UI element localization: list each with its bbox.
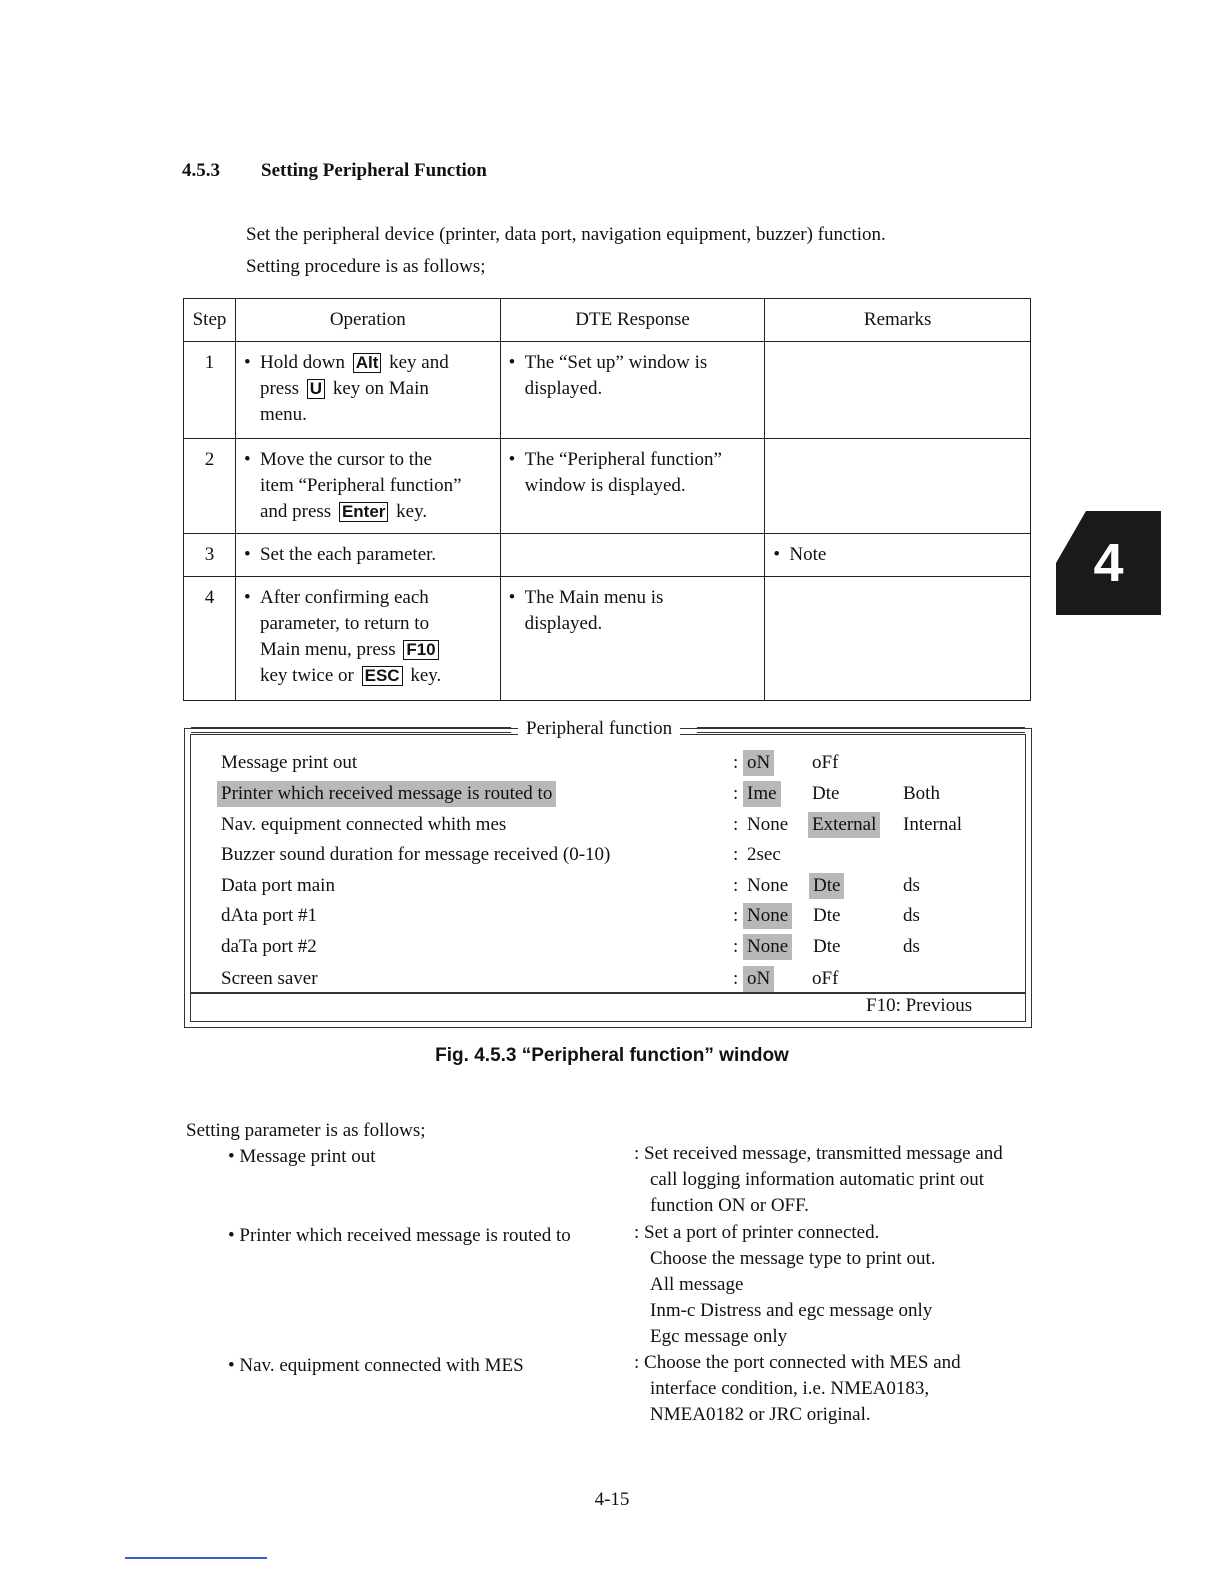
setting-label-data-port-2[interactable]: daTa port #2 bbox=[221, 936, 317, 957]
scan-mark bbox=[125, 1557, 267, 1559]
u-key-icon: U bbox=[307, 379, 325, 399]
setting-label-screen-saver[interactable]: Screen saver bbox=[221, 968, 318, 989]
resp-text: displayed. bbox=[524, 378, 603, 399]
response-cell: • The “Set up” window is displayed. bbox=[500, 342, 765, 439]
table-row bbox=[184, 534, 1031, 577]
title-rule-right bbox=[697, 727, 1025, 733]
option-ds[interactable]: ds bbox=[903, 936, 920, 957]
desc-line: Set received message, transmitted message and bbox=[644, 1143, 1003, 1164]
op-text: Set the each parameter. bbox=[259, 544, 437, 565]
response-cell: • The Main menu is displayed. bbox=[500, 577, 765, 701]
window-title: Peripheral function bbox=[518, 718, 680, 740]
sep: : bbox=[733, 844, 739, 865]
desc-line: interface condition, i.e. NMEA0183, bbox=[650, 1378, 930, 1399]
param-name-text: Message print out bbox=[239, 1146, 376, 1167]
header-dte-response: DTE Response bbox=[500, 299, 765, 342]
intro-line-2: Setting procedure is as follows; bbox=[246, 256, 486, 277]
desc-line: Choose the port connected with MES and bbox=[644, 1352, 961, 1373]
section-number: 4.5.3 bbox=[182, 160, 220, 181]
page-number: 4-15 bbox=[594, 1489, 630, 1510]
sep: : bbox=[733, 875, 739, 896]
param-name: • Nav. equipment connected with MES bbox=[228, 1355, 524, 1376]
alt-key-icon: Alt bbox=[353, 353, 382, 373]
op-text: key. bbox=[396, 501, 428, 522]
table-header-row bbox=[184, 299, 1031, 342]
option-dte-selected[interactable]: Dte bbox=[809, 873, 844, 899]
param-name: • Message print out bbox=[228, 1146, 376, 1167]
option-duration[interactable]: 2sec bbox=[747, 844, 781, 865]
resp-text: window is displayed. bbox=[524, 475, 686, 496]
option-both[interactable]: Both bbox=[903, 783, 940, 804]
desc-line: NMEA0182 or JRC original. bbox=[650, 1404, 871, 1425]
param-name-text: Printer which received message is routed to bbox=[239, 1225, 571, 1246]
desc-line: Inm-c Distress and egc message only bbox=[650, 1300, 933, 1321]
sep: : bbox=[733, 905, 739, 926]
sep: : bbox=[733, 814, 739, 835]
header-remarks: Remarks bbox=[765, 299, 1031, 342]
option-dte[interactable]: Dte bbox=[813, 905, 841, 926]
esc-key-icon: ESC bbox=[362, 666, 403, 686]
option-none-selected[interactable]: None bbox=[743, 934, 792, 960]
op-text: Move the cursor to the bbox=[259, 449, 432, 470]
option-ime-selected[interactable]: Ime bbox=[743, 781, 781, 807]
resp-text: The Main menu is bbox=[524, 587, 664, 608]
header-step: Step bbox=[184, 299, 236, 342]
step-number: 3 bbox=[184, 534, 236, 577]
param-name: • Printer which received message is routed to bbox=[228, 1225, 571, 1246]
op-text: After confirming each bbox=[259, 587, 429, 608]
option-none-selected[interactable]: None bbox=[743, 903, 792, 929]
option-none[interactable]: None bbox=[747, 814, 789, 835]
option-external-selected[interactable]: External bbox=[808, 812, 880, 838]
option-none[interactable]: None bbox=[747, 875, 789, 896]
sep: : bbox=[733, 968, 739, 989]
remarks-cell bbox=[765, 577, 1031, 701]
op-text: Main menu, press bbox=[259, 639, 396, 660]
previous-hint[interactable]: F10: Previous bbox=[866, 995, 973, 1016]
option-dte[interactable]: Dte bbox=[813, 936, 841, 957]
op-text: key. bbox=[410, 665, 442, 686]
table-row bbox=[184, 342, 1031, 439]
chapter-tab bbox=[1056, 511, 1161, 615]
procedure-table bbox=[183, 298, 1031, 701]
remarks-cell: • Note bbox=[765, 534, 1031, 577]
desc-line: function ON or OFF. bbox=[650, 1195, 809, 1216]
f10-key-icon: F10 bbox=[403, 640, 438, 660]
setting-label-nav-equipment[interactable]: Nav. equipment connected whith mes bbox=[221, 814, 507, 835]
option-ds[interactable]: ds bbox=[903, 875, 920, 896]
resp-text: displayed. bbox=[524, 613, 603, 634]
operation-cell: • After confirming each parameter, to return to Main menu, press F10 key twice or ESC key. bbox=[235, 577, 500, 701]
operation-cell: • Hold down Alt key and press U key on Main menu. bbox=[235, 342, 500, 439]
chapter-tab-corner bbox=[1056, 511, 1086, 563]
op-text: key on Main bbox=[332, 378, 429, 399]
option-off[interactable]: oFf bbox=[812, 752, 839, 773]
sep: : bbox=[733, 752, 739, 773]
option-on-selected[interactable]: oN bbox=[743, 966, 774, 992]
op-text: press bbox=[259, 378, 300, 399]
desc-line: Set a port of printer connected. bbox=[644, 1222, 880, 1243]
op-text: key and bbox=[389, 352, 449, 373]
op-text: item “Peripheral function” bbox=[259, 475, 462, 496]
option-dte[interactable]: Dte bbox=[812, 783, 840, 804]
option-on-selected[interactable]: oN bbox=[743, 750, 774, 776]
intro-line-1: Set the peripheral device (printer, data port, navigation equipment, buzzer) function. bbox=[246, 224, 886, 245]
section-title: Setting Peripheral Function bbox=[261, 160, 487, 181]
table-row bbox=[184, 439, 1031, 534]
op-text: key twice or bbox=[259, 665, 354, 686]
option-ds[interactable]: ds bbox=[903, 905, 920, 926]
param-desc: : Choose the port connected with MES and interface condition, i.e. NMEA0183, NMEA0182 or JRC original. bbox=[634, 1352, 961, 1425]
title-rule-left bbox=[191, 727, 511, 733]
response-cell: • The “Peripheral function” window is displayed. bbox=[500, 439, 765, 534]
op-text: and press bbox=[259, 501, 332, 522]
params-heading: Setting parameter is as follows; bbox=[186, 1120, 426, 1141]
param-name-text: Nav. equipment connected with MES bbox=[239, 1355, 524, 1376]
param-desc: : Set a port of printer connected. Choose the message type to print out. All message Inm-c Distress and egc message only Egc message only bbox=[634, 1222, 936, 1347]
desc-line: call logging information automatic print out bbox=[650, 1169, 985, 1190]
sep: : bbox=[733, 783, 739, 804]
step-number: 1 bbox=[184, 342, 236, 439]
setting-label-printer-route[interactable]: Printer which received message is routed to bbox=[217, 781, 556, 807]
op-text: parameter, to return to bbox=[259, 613, 430, 634]
setting-label-data-port-main[interactable]: Data port main bbox=[221, 875, 335, 896]
response-cell bbox=[500, 534, 765, 577]
option-off[interactable]: oFf bbox=[812, 968, 839, 989]
enter-key-icon: Enter bbox=[339, 502, 388, 522]
desc-line: Egc message only bbox=[650, 1326, 788, 1347]
remark-note: Note bbox=[789, 544, 827, 565]
op-text: Hold down bbox=[259, 352, 345, 373]
param-desc: : Set received message, transmitted message and call logging information automatic print out function ON or OFF. bbox=[634, 1143, 1003, 1216]
remarks-cell bbox=[765, 439, 1031, 534]
op-text: menu. bbox=[259, 404, 307, 425]
resp-text: The “Peripheral function” bbox=[524, 449, 722, 470]
step-number: 4 bbox=[184, 577, 236, 701]
remarks-cell bbox=[765, 342, 1031, 439]
operation-cell: • Move the cursor to the item “Peripheral function” and press Enter key. bbox=[235, 439, 500, 534]
table-row bbox=[184, 577, 1031, 701]
chapter-number: 4 bbox=[1093, 533, 1124, 593]
header-operation: Operation bbox=[235, 299, 500, 342]
operation-cell: • Set the each parameter. bbox=[235, 534, 500, 577]
resp-text: The “Set up” window is bbox=[524, 352, 708, 373]
setting-label-data-port-1[interactable]: dAta port #1 bbox=[221, 905, 318, 926]
desc-line: All message bbox=[650, 1274, 744, 1295]
setting-label-message-print[interactable]: Message print out bbox=[221, 752, 358, 773]
step-number: 2 bbox=[184, 439, 236, 534]
sep: : bbox=[733, 936, 739, 957]
desc-line: Choose the message type to print out. bbox=[650, 1248, 936, 1269]
figure-caption: Fig. 4.5.3 “Peripheral function” window bbox=[435, 1045, 789, 1066]
option-internal[interactable]: Internal bbox=[903, 814, 963, 835]
setting-label-buzzer[interactable]: Buzzer sound duration for message received (0-10) bbox=[221, 844, 611, 865]
